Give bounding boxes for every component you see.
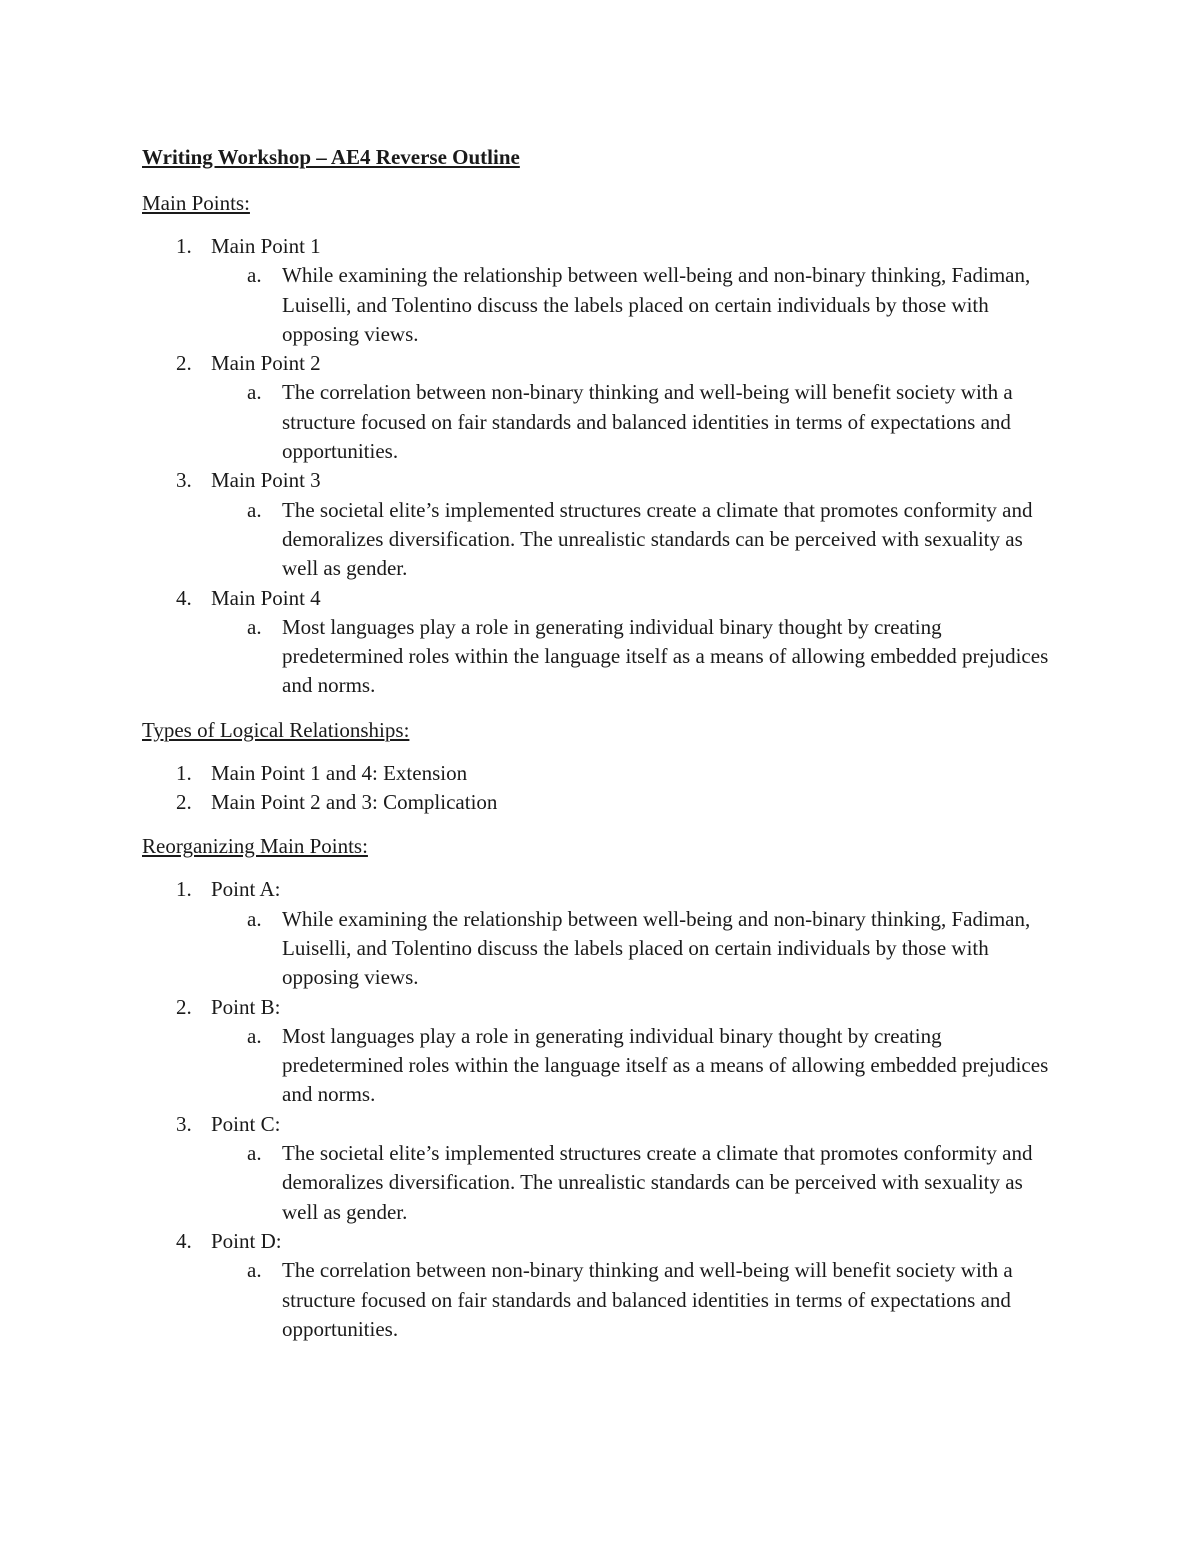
sub-list-text: While examining the relationship between well-being and non-binary thinking, Fadiman, Luiselli, and Tolentino discuss the labels placed on certain individuals by those with opposing views. [282, 906, 1031, 990]
sub-list-text: The correlation between non-binary thinking and well-being will benefit society with a structure focused on fair standards and balanced identities in terms of expectations and opportunities. [282, 380, 1013, 464]
sub-list-item [142, 1139, 1052, 1227]
list-item [142, 1227, 1062, 1256]
sub-list-letter: a. [247, 380, 262, 405]
sub-list-item [142, 1256, 1052, 1344]
main-points-list [142, 232, 1062, 701]
list-item [142, 466, 1062, 495]
list-item-label: Main Point 2 and 3: Complication [211, 790, 498, 815]
main-points-heading: Main Points: [142, 191, 250, 215]
sub-list-text: Most languages play a role in generating individual binary thought by creating predetermined roles within the language itself as a means of allowing embedded prejudices and norms. [282, 614, 1049, 698]
sub-list-item [142, 1022, 1052, 1110]
list-number: 4. [176, 1228, 192, 1253]
list-item-label: Point D: [211, 1228, 282, 1253]
list-number: 2. [176, 994, 192, 1019]
list-number: 1. [176, 877, 192, 902]
list-item [142, 993, 1062, 1022]
list-item [142, 875, 1062, 904]
sub-list-text: The societal elite’s implemented structures create a climate that promotes conformity and demoralizes diversification. The unrealistic standards can be perceived with sexuality as well as gender. [282, 1141, 1033, 1224]
list-number: 4. [176, 585, 192, 610]
sub-list-item [142, 496, 1052, 584]
sub-list-letter: a. [247, 497, 262, 522]
sub-list-text: Most languages play a role in generating individual binary thought by creating predetermined roles within the language itself as a means of allowing embedded prejudices and norms. [282, 1023, 1049, 1107]
sub-list-text: While examining the relationship between well-being and non-binary thinking, Fadiman, Luiselli, and Tolentino discuss the labels placed on certain individuals by those with opposing views. [282, 263, 1031, 346]
sub-list-item [142, 905, 1052, 993]
list-item-label: Point A: [211, 877, 281, 902]
list-number: 3. [176, 468, 192, 493]
sub-list-item [142, 613, 1052, 701]
document-title: Writing Workshop – AE4 Reverse Outline [142, 145, 520, 169]
list-item-label: Main Point 2 [211, 351, 321, 376]
list-item [142, 349, 1062, 378]
list-number: 2. [176, 790, 192, 815]
list-number: 1. [176, 234, 192, 258]
sub-list-letter: a. [247, 1258, 262, 1283]
list-item-label: Point C: [211, 1111, 281, 1136]
sub-list-item [142, 378, 1052, 466]
list-item-label: Point B: [211, 994, 281, 1019]
reorganizing-heading: Reorganizing Main Points: [142, 834, 368, 859]
list-item [142, 584, 1062, 613]
sub-list-letter: a. [247, 1023, 262, 1048]
sub-list-letter: a. [247, 1141, 262, 1166]
logical-relationships-list [142, 759, 1062, 818]
sub-list-letter: a. [247, 906, 262, 931]
document-body [142, 142, 1062, 1344]
sub-list-text: The societal elite’s implemented structures create a climate that promotes conformity and demoralizes diversification. The unrealistic standards can be perceived with sexuality as well as gender. [282, 497, 1033, 581]
list-item-label: Main Point 3 [211, 468, 321, 493]
list-number: 2. [176, 351, 192, 376]
sub-list-letter: a. [247, 614, 262, 639]
list-item-label: Main Point 1 [211, 234, 321, 258]
reorganizing-list [142, 875, 1062, 1344]
sub-list-letter: a. [247, 263, 262, 288]
list-item [142, 788, 1062, 817]
list-item-label: Main Point 4 [211, 585, 321, 610]
sub-list-item [142, 261, 1052, 349]
list-item [142, 232, 1062, 261]
list-item-label: Main Point 1 and 4: Extension [211, 760, 468, 785]
logical-relationships-heading: Types of Logical Relationships: [142, 717, 410, 742]
list-number: 1. [176, 760, 192, 785]
sub-list-text: The correlation between non-binary thinking and well-being will benefit society with a structure focused on fair standards and balanced identities in terms of expectations and opportunities. [282, 1258, 1013, 1341]
list-number: 3. [176, 1111, 192, 1136]
list-item [142, 1110, 1062, 1139]
list-item [142, 759, 1062, 788]
